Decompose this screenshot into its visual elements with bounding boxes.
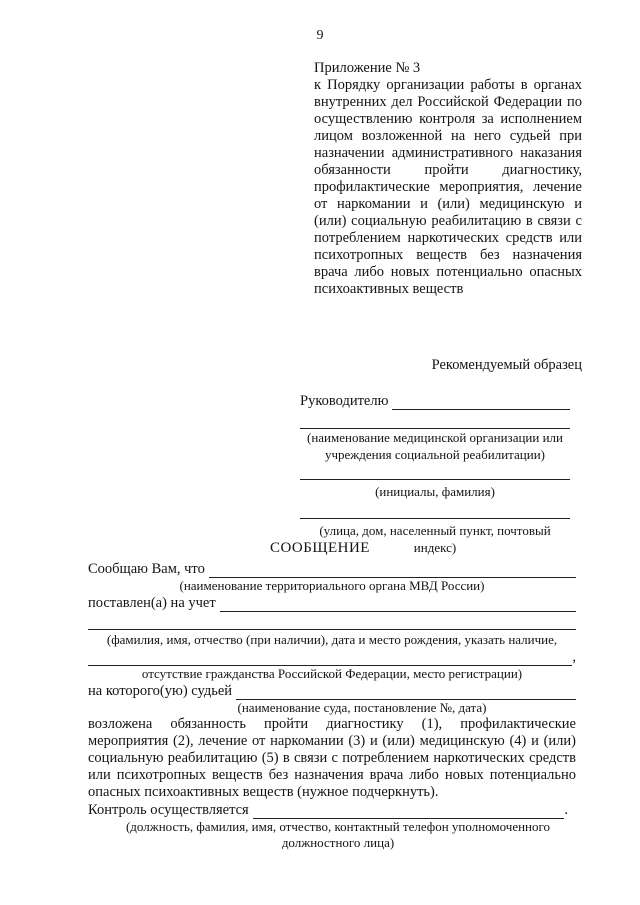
court-field[interactable] — [236, 686, 576, 700]
address-field[interactable] — [300, 500, 570, 519]
sample-label: Рекомендуемый образец — [431, 357, 582, 373]
address-caption: (улица, дом, населенный пункт, почтовый индекс) — [319, 523, 551, 555]
appendix-title: Приложение № 3 — [314, 60, 421, 76]
registered-field[interactable] — [220, 598, 576, 612]
control-end: . — [564, 802, 568, 818]
obligation-text: возложена обязанность пройти диагностику (1), профилактические мероприятия (2), лечение от наркомании (3) и (или) медицинскую (4) и (или) социальную реабилитацию (5) в связи с потреблением наркотических средств или психотропных веществ без назначения врача либо новых потенциально опасных психоактивных веществ (нужное подчеркнуть). — [88, 716, 576, 800]
message-body — [88, 560, 576, 851]
person-field[interactable] — [88, 612, 576, 630]
head-label: Руководителю — [300, 393, 389, 409]
page-number: 9 — [316, 28, 324, 43]
person-field-2[interactable] — [88, 648, 572, 666]
person-caption-2: отсутствие гражданства Российской Федерации, место регистрации) — [141, 666, 523, 681]
registered-row — [88, 594, 576, 612]
mvd-caption: (наименование территориального органа МВД России) — [179, 578, 485, 593]
control-label: Контроль осуществляется — [88, 802, 249, 818]
org-caption: (наименование медицинской организации или учреждения социальной реабилитации) — [307, 430, 563, 462]
inform-label: Сообщаю Вам, что — [88, 561, 205, 577]
registered-label: поставлен(а) на учет — [88, 595, 216, 611]
line-comma: , — [572, 649, 576, 665]
head-name-field[interactable] — [392, 395, 570, 410]
judge-row — [88, 682, 576, 700]
person-field-2-row — [88, 648, 576, 666]
mvd-field[interactable] — [209, 564, 576, 578]
judge-label: на которого(ую) судьей — [88, 683, 233, 699]
head-row — [300, 390, 570, 410]
appendix-block — [314, 60, 582, 298]
org-field[interactable] — [300, 410, 570, 429]
recipient-block — [300, 390, 570, 556]
official-caption: (должность, фамилия, имя, отчество, контактный телефон уполномоченного должностного лица) — [125, 819, 551, 850]
court-caption: (наименование суда, постановление №, дата) — [237, 700, 487, 715]
initials-caption: (инициалы, фамилия) — [375, 484, 495, 499]
initials-field[interactable] — [300, 465, 570, 480]
control-field[interactable] — [253, 805, 565, 819]
person-caption-1: (фамилия, имя, отчество (при наличии), дата и место рождения, указать наличие, — [106, 632, 558, 647]
appendix-text: к Порядку организации работы в органах внутренних дел Российской Федерации по осуществлению контроля за исполнением лицом возложенной на него судьей при назначении административного наказания обязанности пройти диагностику, профилактические мероприятия, лечение от наркомании и (или) медицинскую и (или) социальную реабилитацию в связи с потреблением наркотических средств или психотропных веществ без назначения врача либо новых потенциально опасных психоактивных веществ — [314, 77, 582, 297]
message-title: СООБЩЕНИЕ — [270, 540, 370, 556]
inform-row — [88, 560, 576, 578]
control-row — [88, 801, 568, 819]
